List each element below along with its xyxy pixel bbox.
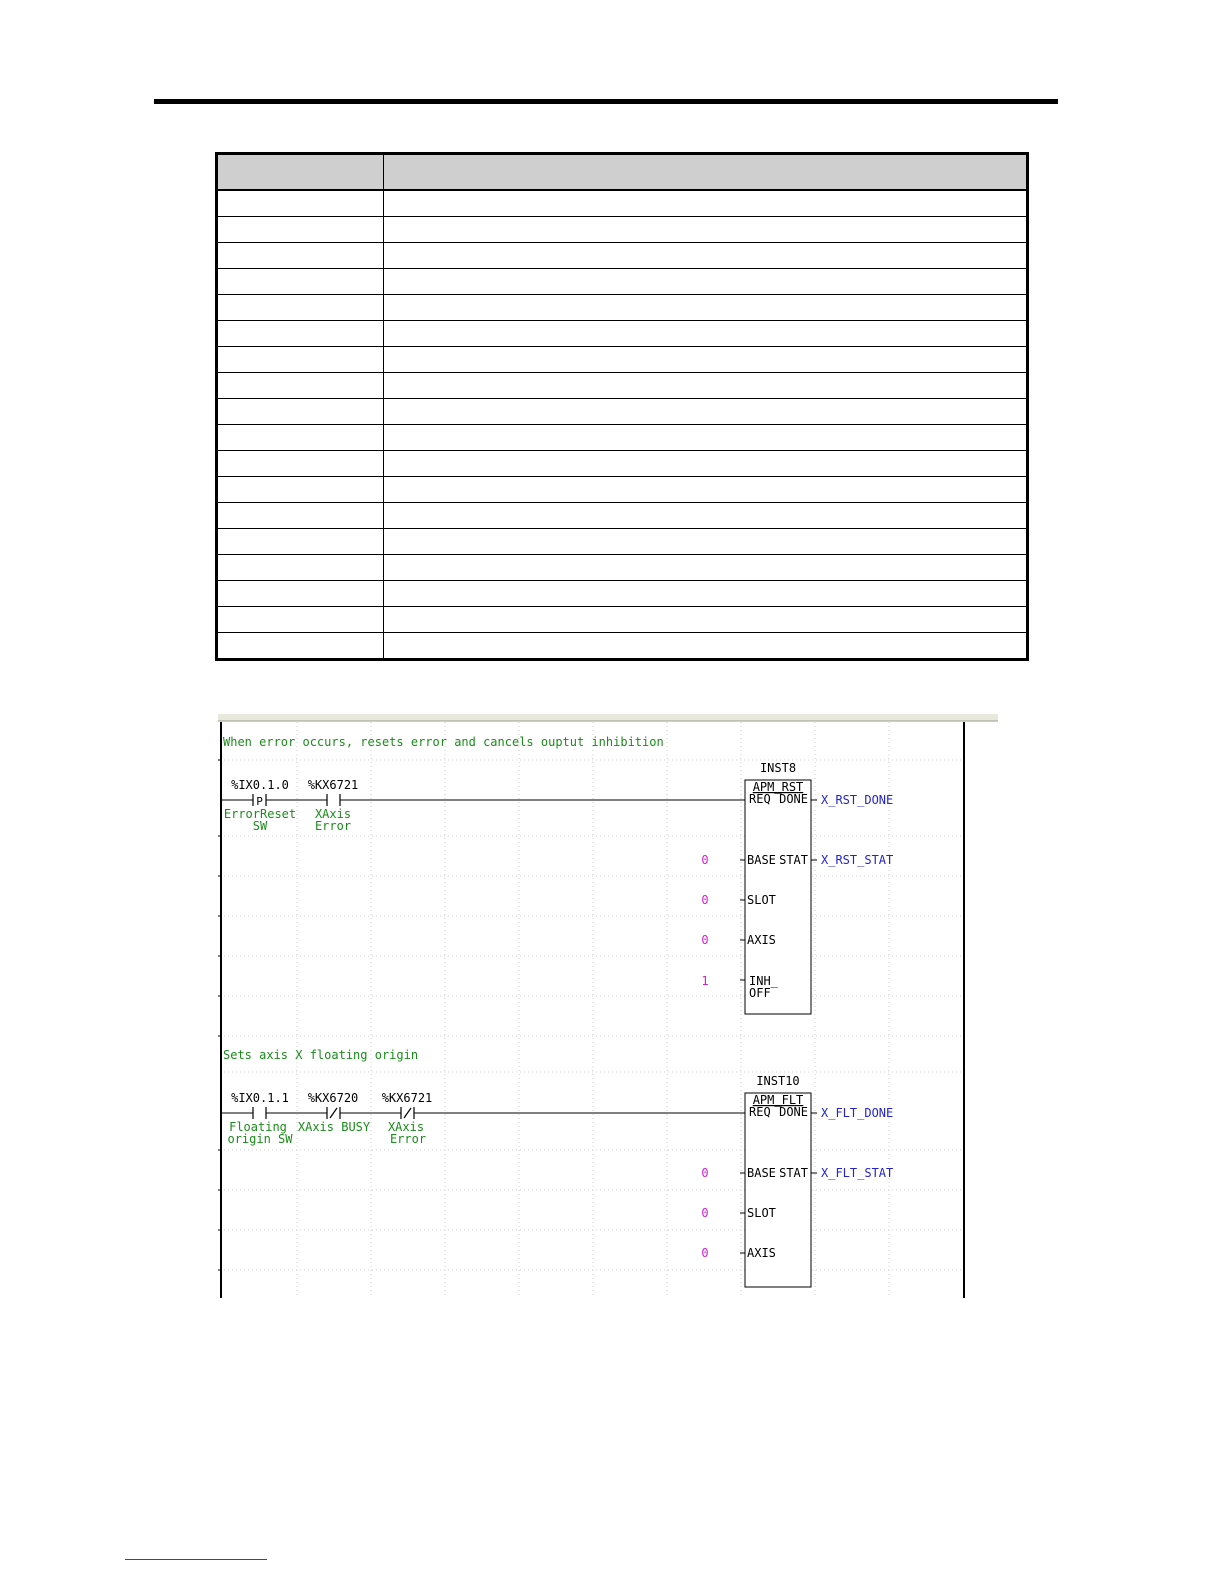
rung2-contact3-label1: XAxis — [387, 1120, 425, 1134]
rung1-block-in-req: REQ — [749, 792, 771, 806]
rung1-contact1-address: %IX0.1.0 — [231, 778, 289, 792]
parameter-table — [215, 152, 1029, 661]
table-cell — [384, 347, 1028, 373]
rung2-block-in-base: BASE — [747, 1166, 776, 1180]
rung1-block-out-stat: STAT — [779, 853, 808, 867]
table-row — [217, 581, 1028, 607]
table-row — [217, 607, 1028, 633]
rung1-const-axis: 0 — [701, 933, 709, 947]
table-cell — [384, 373, 1028, 399]
table-row — [217, 477, 1028, 503]
table-cell — [384, 217, 1028, 243]
rung1-block-name: APM_RST — [752, 780, 804, 794]
rung2-const-slot: 0 — [701, 1206, 709, 1220]
rung1-comment: When error occurs, resets error and cancels ouptut inhibition — [223, 735, 664, 749]
table-cell — [384, 451, 1028, 477]
rung1-block-in-off: OFF — [749, 986, 771, 1000]
table-cell — [384, 399, 1028, 425]
rung2-block-in-slot: SLOT — [747, 1206, 776, 1220]
rung1-const-slot: 0 — [701, 893, 709, 907]
table-cell — [217, 503, 384, 529]
rung1-contact2 — [327, 794, 340, 806]
rung2-contact1-address: %IX0.1.1 — [231, 1091, 289, 1105]
rung1-block-instance: INST8 — [759, 761, 797, 775]
table-cell — [217, 633, 384, 660]
table-row — [217, 425, 1028, 451]
rung1-contact2-address: %KX6721 — [307, 778, 359, 792]
rung2-contact3-nc — [401, 1107, 414, 1119]
rung1-block-in-axis: AXIS — [747, 933, 776, 947]
rung2-contact2-label1: XAxis BUSY — [297, 1120, 371, 1134]
rung2-block-out-done: DONE — [779, 1105, 808, 1119]
table-cell — [384, 243, 1028, 269]
table-cell — [217, 399, 384, 425]
table-cell — [384, 425, 1028, 451]
table-cell — [217, 373, 384, 399]
rung2-block-out-stat: STAT — [779, 1166, 808, 1180]
rung1-const-inh-off: 1 — [701, 974, 709, 988]
header-rule — [154, 99, 1058, 104]
table-row — [217, 451, 1028, 477]
rung1-const-base: 0 — [701, 853, 709, 867]
table-cell — [217, 529, 384, 555]
table-cell — [217, 607, 384, 633]
rung2-contact2-nc — [327, 1107, 340, 1119]
table-cell — [384, 269, 1028, 295]
rung2-output-done: X_FLT_DONE — [821, 1106, 894, 1120]
table-cell — [217, 425, 384, 451]
table-cell — [217, 190, 384, 217]
rung1-block-out-done: DONE — [779, 792, 808, 806]
table-cell — [384, 607, 1028, 633]
rung1-block-in-inh: INH_ — [749, 974, 778, 988]
table-row — [217, 347, 1028, 373]
table-cell — [217, 555, 384, 581]
rung2-contact2-address: %KX6720 — [307, 1091, 359, 1105]
rung2-block-in-axis: AXIS — [747, 1246, 776, 1260]
table-row — [217, 269, 1028, 295]
table-header-row — [217, 154, 1028, 191]
table-row — [217, 399, 1028, 425]
rung1-contact2-label1: XAxis — [314, 807, 352, 821]
rung2-contact1-label1: Floating — [229, 1120, 287, 1134]
table-cell — [217, 347, 384, 373]
window-top-border — [218, 714, 998, 721]
table-header-cell — [217, 154, 384, 191]
table-cell — [384, 295, 1028, 321]
table-row — [217, 190, 1028, 217]
rung2-block-in-req: REQ — [749, 1105, 771, 1119]
table-cell — [384, 321, 1028, 347]
table-cell — [384, 633, 1028, 660]
table-row — [217, 633, 1028, 660]
table-row — [217, 555, 1028, 581]
table-cell — [384, 503, 1028, 529]
rung1-output-stat: X_RST_STAT — [821, 853, 894, 867]
rung1-output-done: X_RST_DONE — [821, 793, 894, 807]
table-row — [217, 529, 1028, 555]
table-cell — [217, 477, 384, 503]
table-row — [217, 217, 1028, 243]
table-cell — [384, 555, 1028, 581]
table-row — [217, 243, 1028, 269]
rung2-comment: Sets axis X floating origin — [223, 1048, 419, 1062]
rung1-block-in-base: BASE — [747, 853, 776, 867]
table-cell — [384, 477, 1028, 503]
rung2-block-name: APM_FLT — [752, 1093, 804, 1107]
table-cell — [384, 190, 1028, 217]
footer-link-underline[interactable] — [125, 1559, 267, 1560]
table-cell — [384, 529, 1028, 555]
table-cell — [217, 321, 384, 347]
rung1-contact1-pulse-symbol: P — [256, 795, 263, 808]
rung2-const-base: 0 — [701, 1166, 709, 1180]
table-row — [217, 373, 1028, 399]
table-cell — [217, 217, 384, 243]
table-cell — [217, 451, 384, 477]
table-cell — [217, 243, 384, 269]
table-row — [217, 321, 1028, 347]
rung2-contact1 — [253, 1107, 266, 1119]
rung2-block-instance: INST10 — [756, 1074, 800, 1088]
rung1-contact1-label1: ErrorReset — [223, 807, 297, 821]
rung2-contact3-address: %KX6721 — [381, 1091, 433, 1105]
table-header-cell — [384, 154, 1028, 191]
rung2-output-stat: X_FLT_STAT — [821, 1166, 894, 1180]
rung2-contact1-label2: origin SW — [227, 1132, 293, 1146]
rung1-contact1-label2: SW — [252, 819, 268, 833]
table-row — [217, 295, 1028, 321]
rung1-contact2-label2: Error — [314, 819, 352, 833]
table-cell — [384, 581, 1028, 607]
ladder-diagram-screenshot — [218, 714, 998, 1298]
rung2-contact3-label2: Error — [389, 1132, 427, 1146]
table-row — [217, 503, 1028, 529]
table-cell — [217, 269, 384, 295]
table-cell — [217, 581, 384, 607]
rung1-block-in-slot: SLOT — [747, 893, 776, 907]
table-cell — [217, 295, 384, 321]
rung2-const-axis: 0 — [701, 1246, 709, 1260]
